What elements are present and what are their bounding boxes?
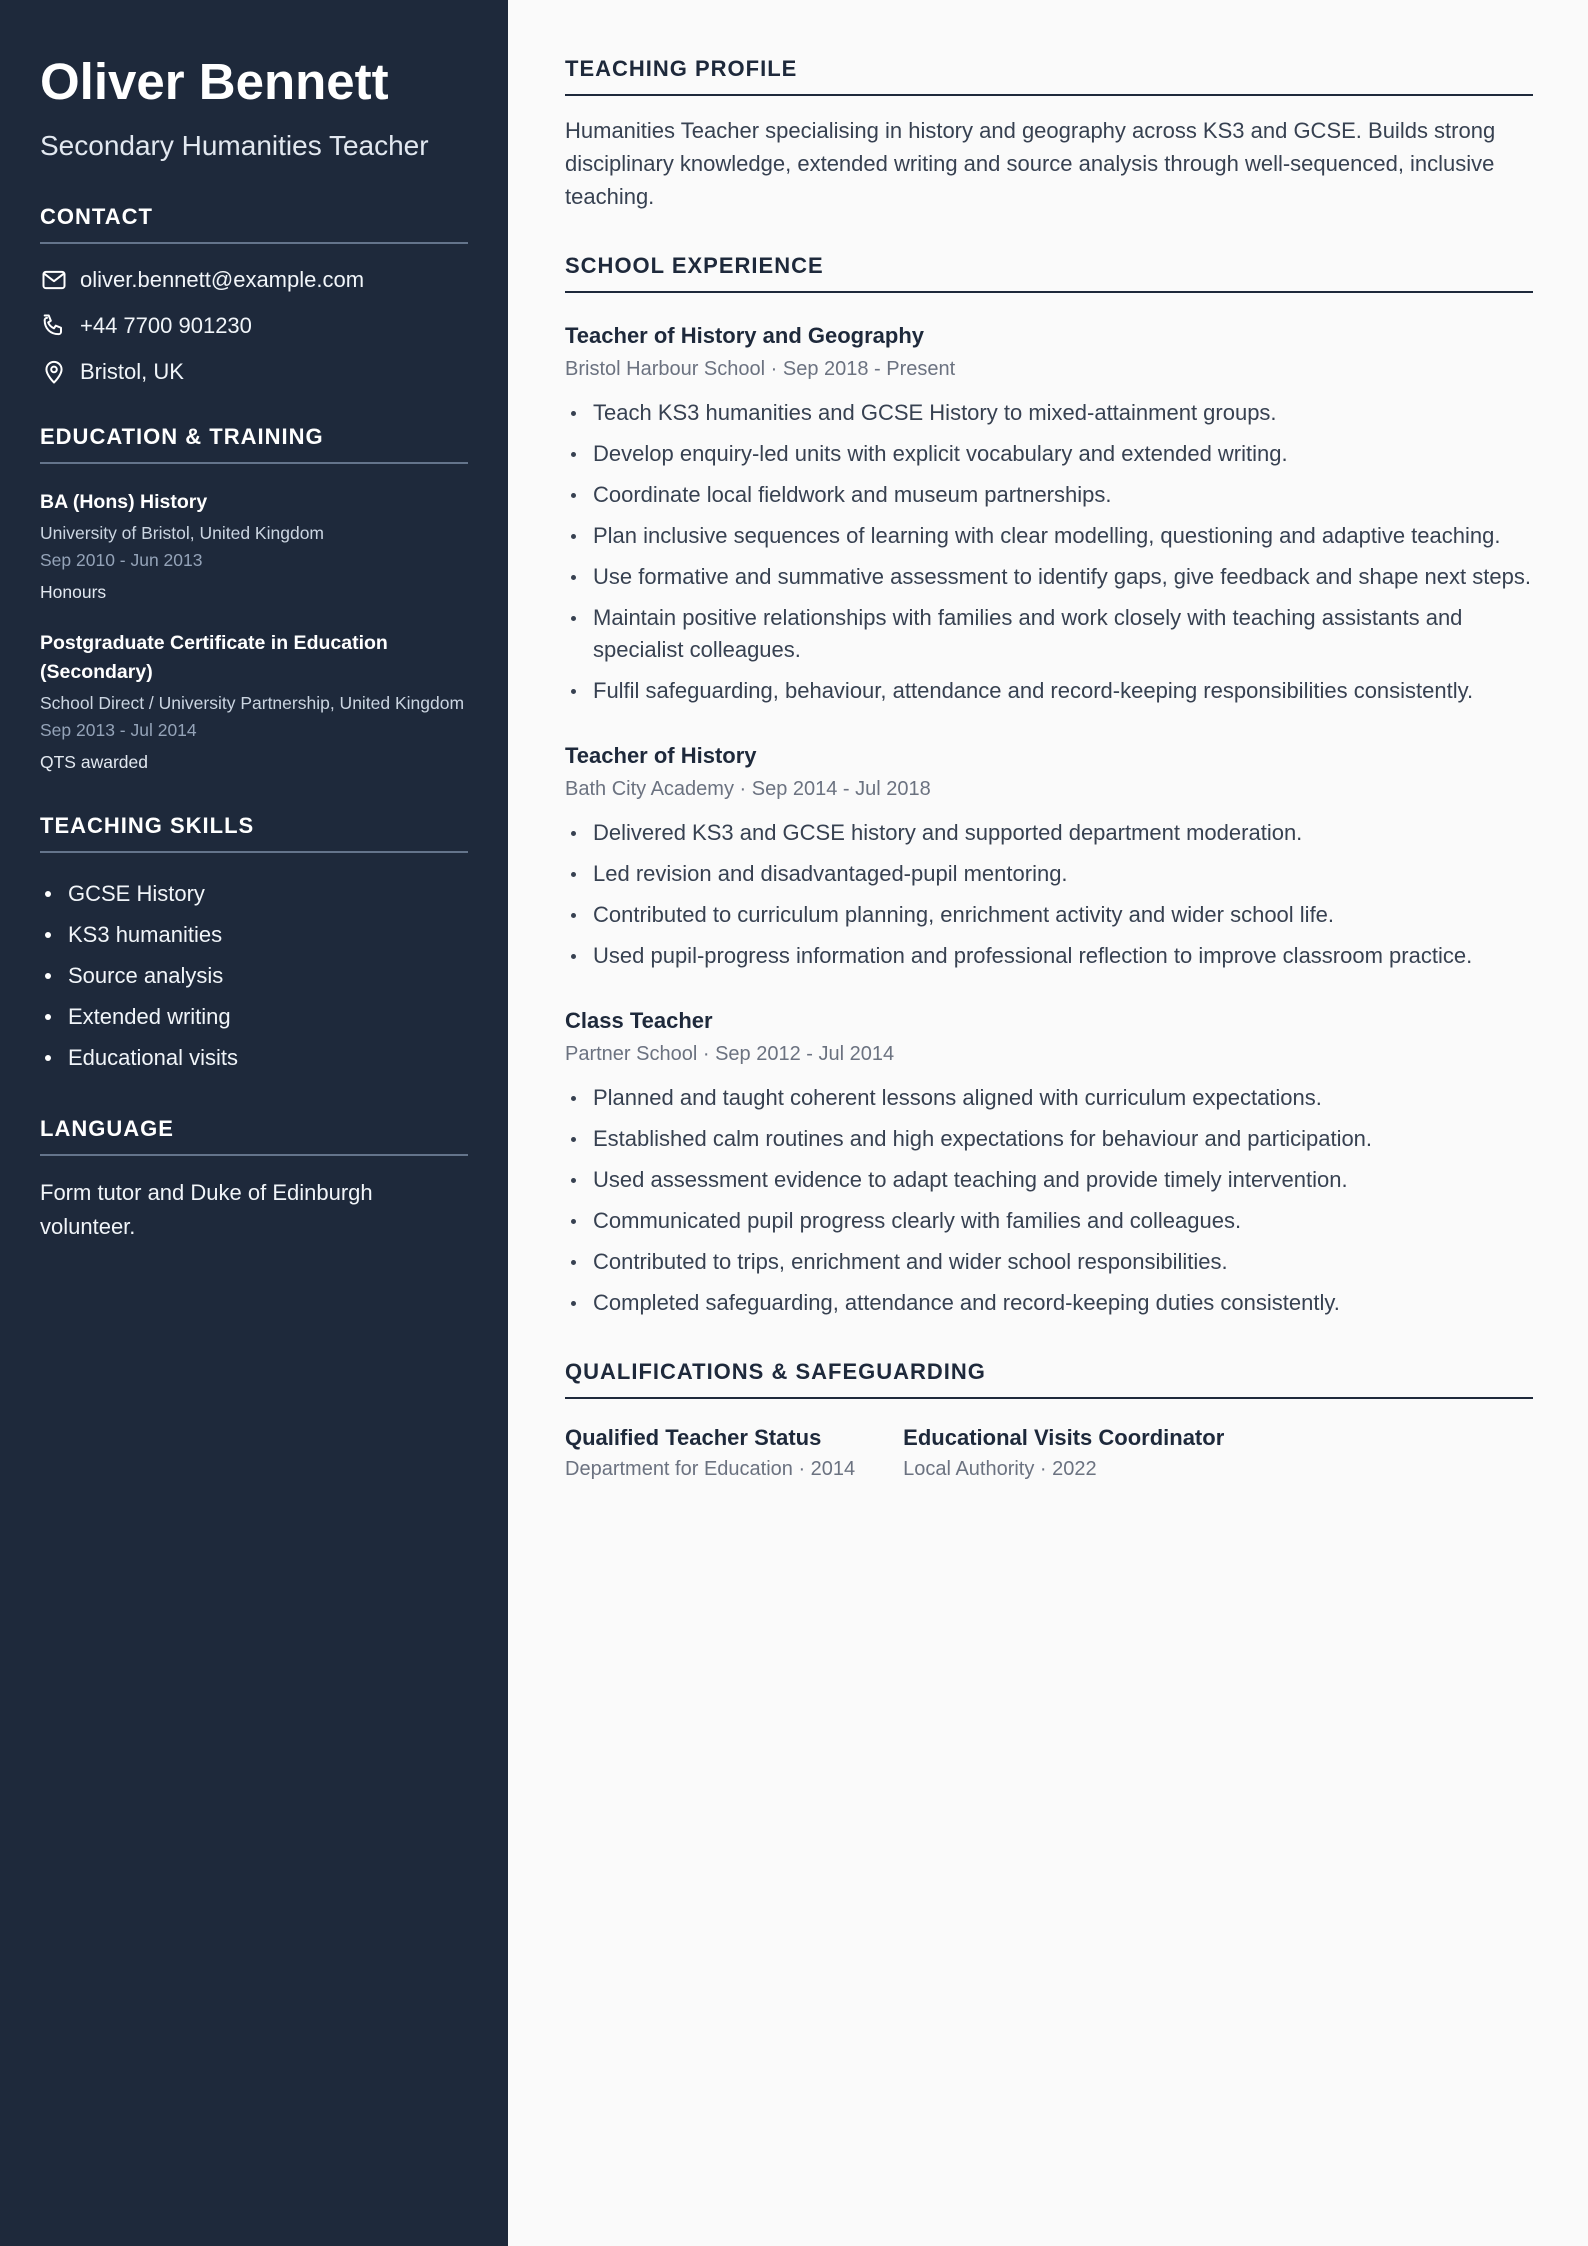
candidate-role: Secondary Humanities Teacher <box>40 130 429 161</box>
job-entry <box>565 321 1533 707</box>
contact-list <box>40 268 468 384</box>
education-item <box>40 488 468 605</box>
profile-text: Humanities Teacher specialising in history and geography across KS3 and GCSE. Builds strong disciplinary knowledge, extended writing and source analysis through well-sequenced, inclusive teaching. <box>565 118 1496 209</box>
education-date: Sep 2010 - Jun 2013 <box>40 550 203 570</box>
contact-heading: CONTACT <box>40 204 468 244</box>
education-org: School Direct / University Partnership, United Kingdom <box>40 693 465 713</box>
job-meta: Bath City Academy · Sep 2014 - Jul 2018 <box>565 778 931 800</box>
job-bullet: Use formative and summative assessment to identify gaps, give feedback and shape next steps. <box>565 561 1533 593</box>
job-bullet: Used pupil-progress information and professional reflection to improve classroom practice. <box>565 940 1533 972</box>
skill-item: Source analysis <box>40 955 468 996</box>
contact-email[interactable] <box>40 268 468 292</box>
phone-icon <box>40 312 68 340</box>
profile-section <box>565 56 1533 213</box>
contact-email-text: oliver.bennett@example.com <box>80 267 365 292</box>
qualification-item <box>903 1423 1224 1483</box>
contact-phone-text: +44 7700 901230 <box>80 313 252 338</box>
skills-heading: TEACHING SKILLS <box>40 813 468 853</box>
language-section <box>40 1116 468 1244</box>
job-bullet: Maintain positive relationships with families and work closely with teaching assistants and specialist colleagues. <box>565 602 1533 666</box>
skills-list <box>40 873 468 1078</box>
job-bullet: Contributed to curriculum planning, enrichment activity and wider school life. <box>565 899 1533 931</box>
job-bullet: Delivered KS3 and GCSE history and supported department moderation. <box>565 817 1533 849</box>
candidate-name: Oliver Bennett <box>40 53 389 110</box>
job-bullet: Used assessment evidence to adapt teaching and provide timely intervention. <box>565 1164 1533 1196</box>
education-title: BA (Hons) History <box>40 491 208 513</box>
job-title: Class Teacher <box>565 1008 713 1033</box>
job-meta: Bristol Harbour School · Sep 2018 - Present <box>565 358 956 380</box>
qualification-title: Qualified Teacher Status <box>565 1425 822 1450</box>
job-bullets <box>565 1082 1533 1319</box>
profile-heading: TEACHING PROFILE <box>565 56 1533 96</box>
education-note: Honours <box>40 582 107 602</box>
contact-section <box>40 204 468 384</box>
job-bullet: Plan inclusive sequences of learning with clear modelling, questioning and adaptive teaching. <box>565 520 1533 552</box>
qualifications-list <box>565 1423 1533 1483</box>
job-bullets <box>565 397 1533 707</box>
contact-location-text: Bristol, UK <box>80 359 184 384</box>
job-bullet: Communicated pupil progress clearly with families and colleagues. <box>565 1205 1533 1237</box>
job-bullet: Led revision and disadvantaged-pupil mentoring. <box>565 858 1533 890</box>
skills-section <box>40 813 468 1078</box>
sidebar <box>0 0 508 2246</box>
job-bullets <box>565 817 1533 972</box>
skill-item: Extended writing <box>40 996 468 1037</box>
job-bullet: Coordinate local fieldwork and museum partnerships. <box>565 479 1533 511</box>
qualifications-section <box>565 1359 1533 1483</box>
skill-item: KS3 humanities <box>40 914 468 955</box>
job-meta: Partner School · Sep 2012 - Jul 2014 <box>565 1043 895 1065</box>
qualification-title: Educational Visits Coordinator <box>903 1425 1225 1450</box>
qualification-item <box>565 1423 855 1483</box>
job-entry <box>565 1006 1533 1319</box>
qualification-meta: Local Authority · 2022 <box>903 1458 1097 1480</box>
job-title: Teacher of History and Geography <box>565 323 925 348</box>
job-bullet: Develop enquiry-led units with explicit vocabulary and extended writing. <box>565 438 1533 470</box>
education-org: University of Bristol, United Kingdom <box>40 523 324 543</box>
education-item <box>40 629 468 775</box>
job-bullet: Completed safeguarding, attendance and record-keeping duties consistently. <box>565 1287 1533 1319</box>
contact-location <box>40 360 468 384</box>
skill-item: GCSE History <box>40 873 468 914</box>
experience-section <box>565 253 1533 1319</box>
job-bullet: Established calm routines and high expectations for behaviour and participation. <box>565 1123 1533 1155</box>
education-title: Postgraduate Certificate in Education (Secondary) <box>40 632 388 683</box>
education-date: Sep 2013 - Jul 2014 <box>40 720 197 740</box>
qualification-meta: Department for Education · 2014 <box>565 1458 856 1480</box>
main-content <box>565 56 1533 1483</box>
education-section <box>40 424 468 775</box>
job-bullet: Contributed to trips, enrichment and wider school responsibilities. <box>565 1246 1533 1278</box>
skill-item: Educational visits <box>40 1037 468 1078</box>
contact-phone[interactable] <box>40 314 468 338</box>
experience-heading: SCHOOL EXPERIENCE <box>565 253 1533 293</box>
education-note: QTS awarded <box>40 752 148 772</box>
job-bullet: Planned and taught coherent lessons aligned with curriculum expectations. <box>565 1082 1533 1114</box>
job-entry <box>565 741 1533 972</box>
location-pin-icon <box>40 358 68 386</box>
job-bullet: Fulfil safeguarding, behaviour, attendance and record-keeping responsibilities consistently. <box>565 675 1533 707</box>
education-heading: EDUCATION & TRAINING <box>40 424 468 464</box>
mail-icon <box>40 266 68 294</box>
language-text: Form tutor and Duke of Edinburgh volunteer. <box>40 1180 373 1239</box>
language-heading: LANGUAGE <box>40 1116 468 1156</box>
job-title: Teacher of History <box>565 743 757 768</box>
job-bullet: Teach KS3 humanities and GCSE History to mixed-attainment groups. <box>565 397 1533 429</box>
qualifications-heading: QUALIFICATIONS & SAFEGUARDING <box>565 1359 1533 1399</box>
